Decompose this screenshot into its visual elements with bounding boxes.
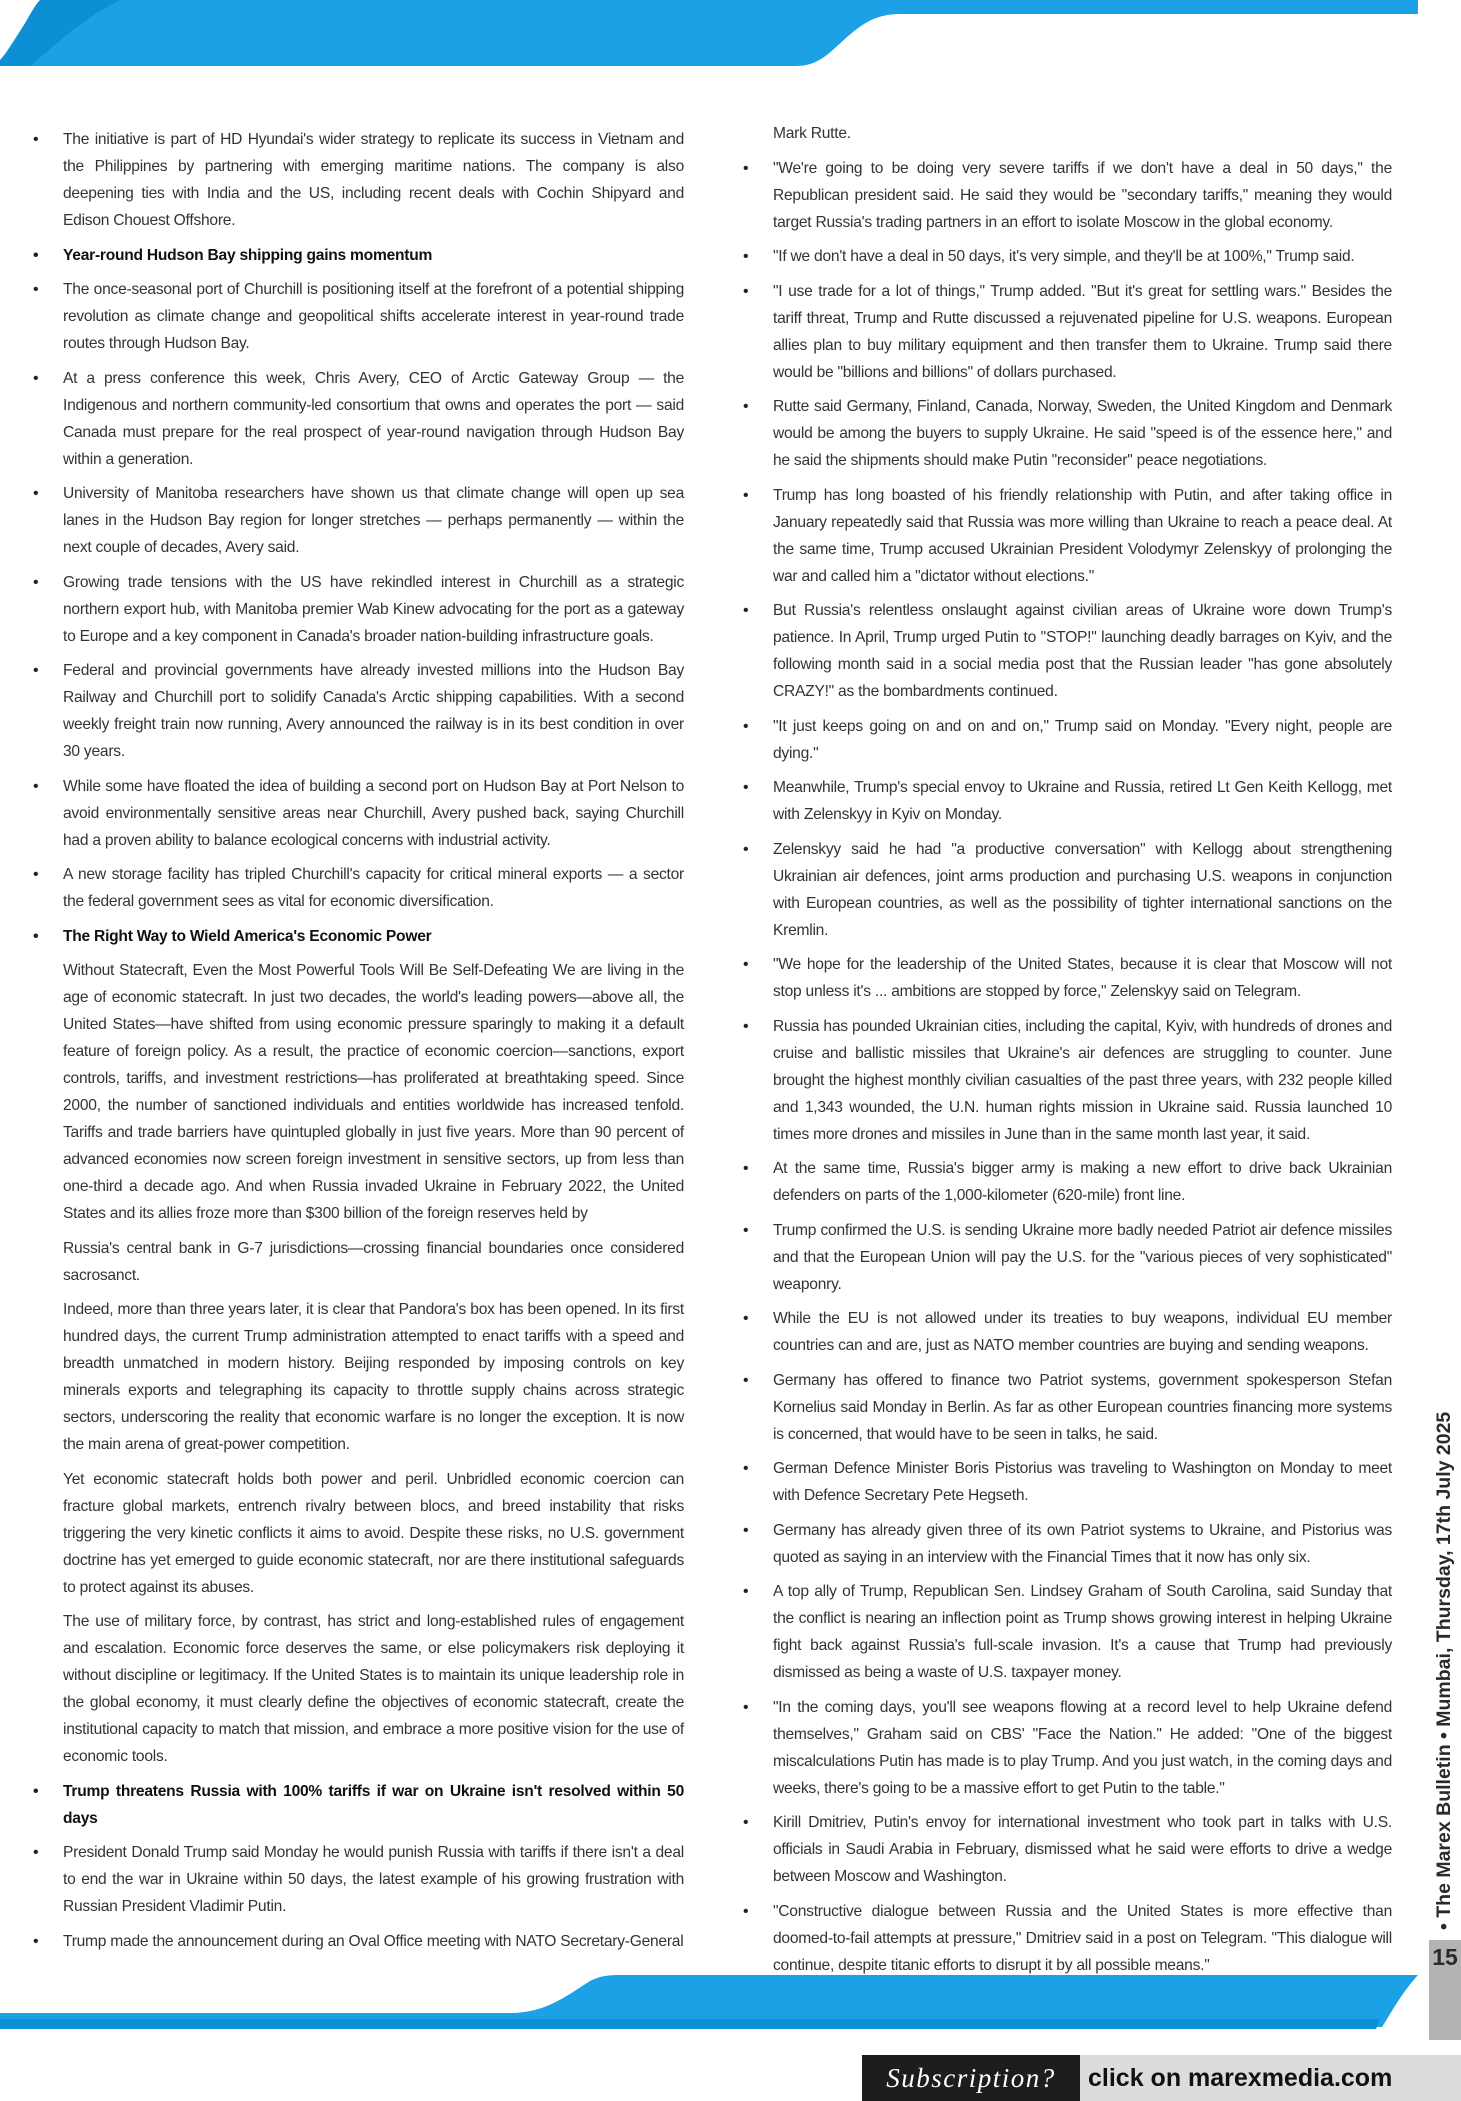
paragraph: • Russia has pounded Ukrainian cities, including the capital, Kyiv, with hundreds of drones and cruise and ballistic missiles that Ukraine's air defences are struggling to counter. June brought the highest monthly civilian casualties of the past three years, with 232 people killed and 1,343 wounded, the U.N. human rights mission in Ukraine said. Russia launched 10 times more drones and missiles in June than in the same month last year, it said. xyxy=(740,1013,1392,1148)
paragraph: Mark Rutte. xyxy=(773,125,851,142)
paragraph: • Zelenskyy said he had "a productive conversation" with Kellogg about strengthening Ukrainian air defences, joint arms production and purchasing U.S. weapons in conjunction with European countries, as well as the possibility of tighter international sanctions on the Kremlin. xyxy=(740,836,1392,944)
left-column xyxy=(30,126,684,1962)
paragraph: • Germany has already given three of its own Patriot systems to Ukraine, and Pistorius was quoted as saying in an interview with the Financial Times that it now has only six. xyxy=(740,1517,1392,1571)
subscription-label: Subscription? xyxy=(862,2055,1080,2101)
paragraph: • Trump made the announcement during an Oval Office meeting with NATO Secretary-General xyxy=(30,1928,684,1955)
bottom-decorative-band xyxy=(0,1975,1461,2040)
subscription-link[interactable]: click on marexmedia.com xyxy=(1080,2055,1461,2101)
paragraph: • The once-seasonal port of Churchill is positioning itself at the forefront of a potential shipping revolution as climate change and geopolitical shifts accelerate interest in year-round trade routes through Hudson Bay. xyxy=(30,276,684,357)
paragraph: • "It just keeps going on and on and on," Trump said on Monday. "Every night, people are dying." xyxy=(740,713,1392,767)
paragraph: • Kirill Dmitriev, Putin's envoy for international investment who took part in talks with U.S. officials in Saudi Arabia in February, dismissed what he said were efforts to drive a wedge between Moscow and Washington. xyxy=(740,1809,1392,1890)
paragraph: • "I use trade for a lot of things," Trump added. "But it's great for settling wars." Besides the tariff threat, Trump and Rutte discussed a rejuvenated pipeline for U.S. weapons. European allies plan to buy military equipment and then transfer them to Ukraine. Trump said there would be "billions and billions" of dollars purchased. xyxy=(740,278,1392,386)
paragraph: Russia's central bank in G-7 jurisdictions—crossing financial boundaries once considered sacrosanct. xyxy=(63,1239,684,1284)
paragraph: • Growing trade tensions with the US have rekindled interest in Churchill as a strategic northern export hub, with Manitoba premier Wab Kinew advocating for the port as a gateway to Europe and a key component in Canada's broader nation-building infrastructure goals. xyxy=(30,569,684,650)
paragraph: • "We're going to be doing very severe tariffs if we don't have a deal in 50 days," the Republican president said. He said they would be "secondary tariffs," meaning they would target Russia's trading partners in an effort to isolate Moscow in the global economy. xyxy=(740,155,1392,236)
paragraph: Indeed, more than three years later, it is clear that Pandora's box has been opened. In its first hundred days, the current Trump administration attempted to enact tariffs with a speed and breadth unmatched in modern history. Beijing responded by imposing controls on key minerals exports and telegraphing its capacity to throttle supply chains across strategic sectors, underscoring the reality that economic warfare is no longer the exception. It is now the main arena of great-power competition. xyxy=(63,1301,684,1453)
paragraph: • German Defence Minister Boris Pistorius was traveling to Washington on Monday to meet with Defence Secretary Pete Hegseth. xyxy=(740,1455,1392,1509)
paragraph: • Germany has offered to finance two Patriot systems, government spokesperson Stefan Kornelius said Monday in Berlin. As far as other European countries financing more systems is concerned, that would have to be seen in talks, he said. xyxy=(740,1367,1392,1448)
paragraph: • Trump confirmed the U.S. is sending Ukraine more badly needed Patriot air defence missiles and that the European Union will pay the U.S. for the "various pieces of very sophisticated" weaponry. xyxy=(740,1217,1392,1298)
paragraph: • Trump has long boasted of his friendly relationship with Putin, and after taking office in January repeatedly said that Russia was more willing than Ukraine to reach a peace deal. At the same time, Trump accused Ukrainian President Volodymyr Zelenskyy of prolonging the war and called him a "dictator without elections." xyxy=(740,482,1392,590)
paragraph: • A top ally of Trump, Republican Sen. Lindsey Graham of South Carolina, said Sunday that the conflict is nearing an inflection point as Trump shows growing interest in helping Ukraine fight back against Russia's full-scale invasion. It's a cause that Trump had previously dismissed as being a waste of U.S. taxpayer money. xyxy=(740,1578,1392,1686)
paragraph: • While the EU is not allowed under its treaties to buy weapons, individual EU member countries can and are, just as NATO member countries are buying and sending weapons. xyxy=(740,1305,1392,1359)
paragraph: • But Russia's relentless onslaught against civilian areas of Ukraine wore down Trump's patience. In April, Trump urged Putin to "STOP!" launching deadly barrages on Kyiv, and the following month said in a social media post that the Russian leader "has gone absolutely CRAZY!" as the bombardments continued. xyxy=(740,597,1392,705)
paragraph: • A new storage facility has tripled Churchill's capacity for critical mineral exports — a sector the federal government sees as vital for economic diversification. xyxy=(30,861,684,915)
paragraph: The use of military force, by contrast, has strict and long-established rules of engagement and escalation. Economic force deserves the same, or else policymakers risk deploying it without discipline or legitimacy. If the United States is to maintain its unique leadership role in the global economy, it must clearly define the objectives of economic statecraft, create the institutional capacity to match that mission, and embrace a more positive vision for the use of economic tools. xyxy=(63,1613,684,1765)
section-heading: • The Right Way to Wield America's Economic Power xyxy=(30,923,684,950)
section-heading: • Trump threatens Russia with 100% tariffs if war on Ukraine isn't resolved within 50 days xyxy=(30,1778,684,1832)
issue-dateline: • The Marex Bulletin • Mumbai, Thursday, 17th July 2025 xyxy=(1433,1411,1455,1930)
paragraph: • Federal and provincial governments have already invested millions into the Hudson Bay Railway and Churchill port to solidify Canada's Arctic shipping capabilities. With a second weekly freight train now running, Avery announced the railway is in its best condition in over 30 years. xyxy=(30,657,684,765)
paragraph: • "If we don't have a deal in 50 days, it's very simple, and they'll be at 100%," Trump said. xyxy=(740,243,1392,270)
paragraph: • Meanwhile, Trump's special envoy to Ukraine and Russia, retired Lt Gen Keith Kellogg, met with Zelenskyy in Kyiv on Monday. xyxy=(740,774,1392,828)
paragraph: Without Statecraft, Even the Most Powerful Tools Will Be Self-Defeating We are living in the age of economic statecraft. In just two decades, the world's leading powers—above all, the United States—have shifted from using economic pressure sparingly to making it a default feature of foreign policy. As a result, the practice of economic coercion—sanctions, export controls, tariffs, and investment restrictions—has proliferated at breathtaking speed. Since 2000, the number of sanctioned individuals and entities worldwide has increased tenfold. Tariffs and trade barriers have quintupled globally in just five years. More than 90 percent of advanced economies now screen foreign investment in sensitive sectors, up from less than one-third a decade ago. And when Russia invaded Ukraine in February 2022, the United States and its allies froze more than $300 billion of the foreign reserves held by xyxy=(63,962,684,1222)
paragraph: Yet economic statecraft holds both power and peril. Unbridled economic coercion can fracture global markets, entrench rivalry between blocs, and breed instability that risks triggering the very kinetic conflicts it aims to avoid. Despite these risks, no U.S. government doctrine has yet emerged to guide economic statecraft, nor are there institutional safeguards to protect against its abuses. xyxy=(63,1470,684,1596)
page-number: 15 xyxy=(1432,1944,1458,1970)
paragraph: • At a press conference this week, Chris Avery, CEO of Arctic Gateway Group — the Indigenous and northern community-led consortium that owns and operates the port — said Canada must prepare for the real prospect of year-round navigation through Hudson Bay within a generation. xyxy=(30,365,684,473)
paragraph: • At the same time, Russia's bigger army is making a new effort to drive back Ukrainian defenders on parts of the 1,000-kilometer (620-mile) front line. xyxy=(740,1155,1392,1209)
paragraph: • "Constructive dialogue between Russia and the United States is more effective than doomed-to-fail attempts at pressure," Dmitriev said in a post on Telegram. "This dialogue will continue, despite titanic efforts to disrupt it by all possible means." xyxy=(740,1898,1392,1979)
paragraph: • Rutte said Germany, Finland, Canada, Norway, Sweden, the United Kingdom and Denmark would be among the buyers to supply Ukraine. He said "speed is of the essence here," and he said the shipments should make Putin "reconsider" peace negotiations. xyxy=(740,393,1392,474)
subscription-bar[interactable] xyxy=(862,2055,1461,2101)
paragraph: • President Donald Trump said Monday he would punish Russia with tariffs if there isn't a deal to end the war in Ukraine within 50 days, the latest example of his growing frustration with Russian President Vladimir Putin. xyxy=(30,1839,684,1920)
section-heading: • Year-round Hudson Bay shipping gains momentum xyxy=(30,242,684,269)
paragraph: • "We hope for the leadership of the United States, because it is clear that Moscow will not stop unless it's ... ambitions are stopped by force," Zelenskyy said on Telegram. xyxy=(740,951,1392,1005)
paragraph: • University of Manitoba researchers have shown us that climate change will open up sea lanes in the Hudson Bay region for longer stretches — perhaps permanently — within the next couple of decades, Avery said. xyxy=(30,480,684,561)
paragraph: • "In the coming days, you'll see weapons flowing at a record level to help Ukraine defend themselves," Graham said on CBS' "Face the Nation." He added: "One of the biggest miscalculations Putin has made is to play Trump. And you just watch, in the coming days and weeks, there's going to be a massive effort to get Putin to the table." xyxy=(740,1694,1392,1802)
paragraph: • The initiative is part of HD Hyundai's wider strategy to replicate its success in Vietnam and the Philippines by partnering with emerging maritime nations. The company is also deepening ties with India and the US, including recent deals with Cochin Shipyard and Edison Chouest Offshore. xyxy=(30,126,684,234)
right-column xyxy=(740,126,1392,1986)
paragraph: • While some have floated the idea of building a second port on Hudson Bay at Port Nelson to avoid environmentally sensitive areas near Churchill, Avery pushed back, saying Churchill had a proven ability to balance ecological concerns with industrial activity. xyxy=(30,773,684,854)
